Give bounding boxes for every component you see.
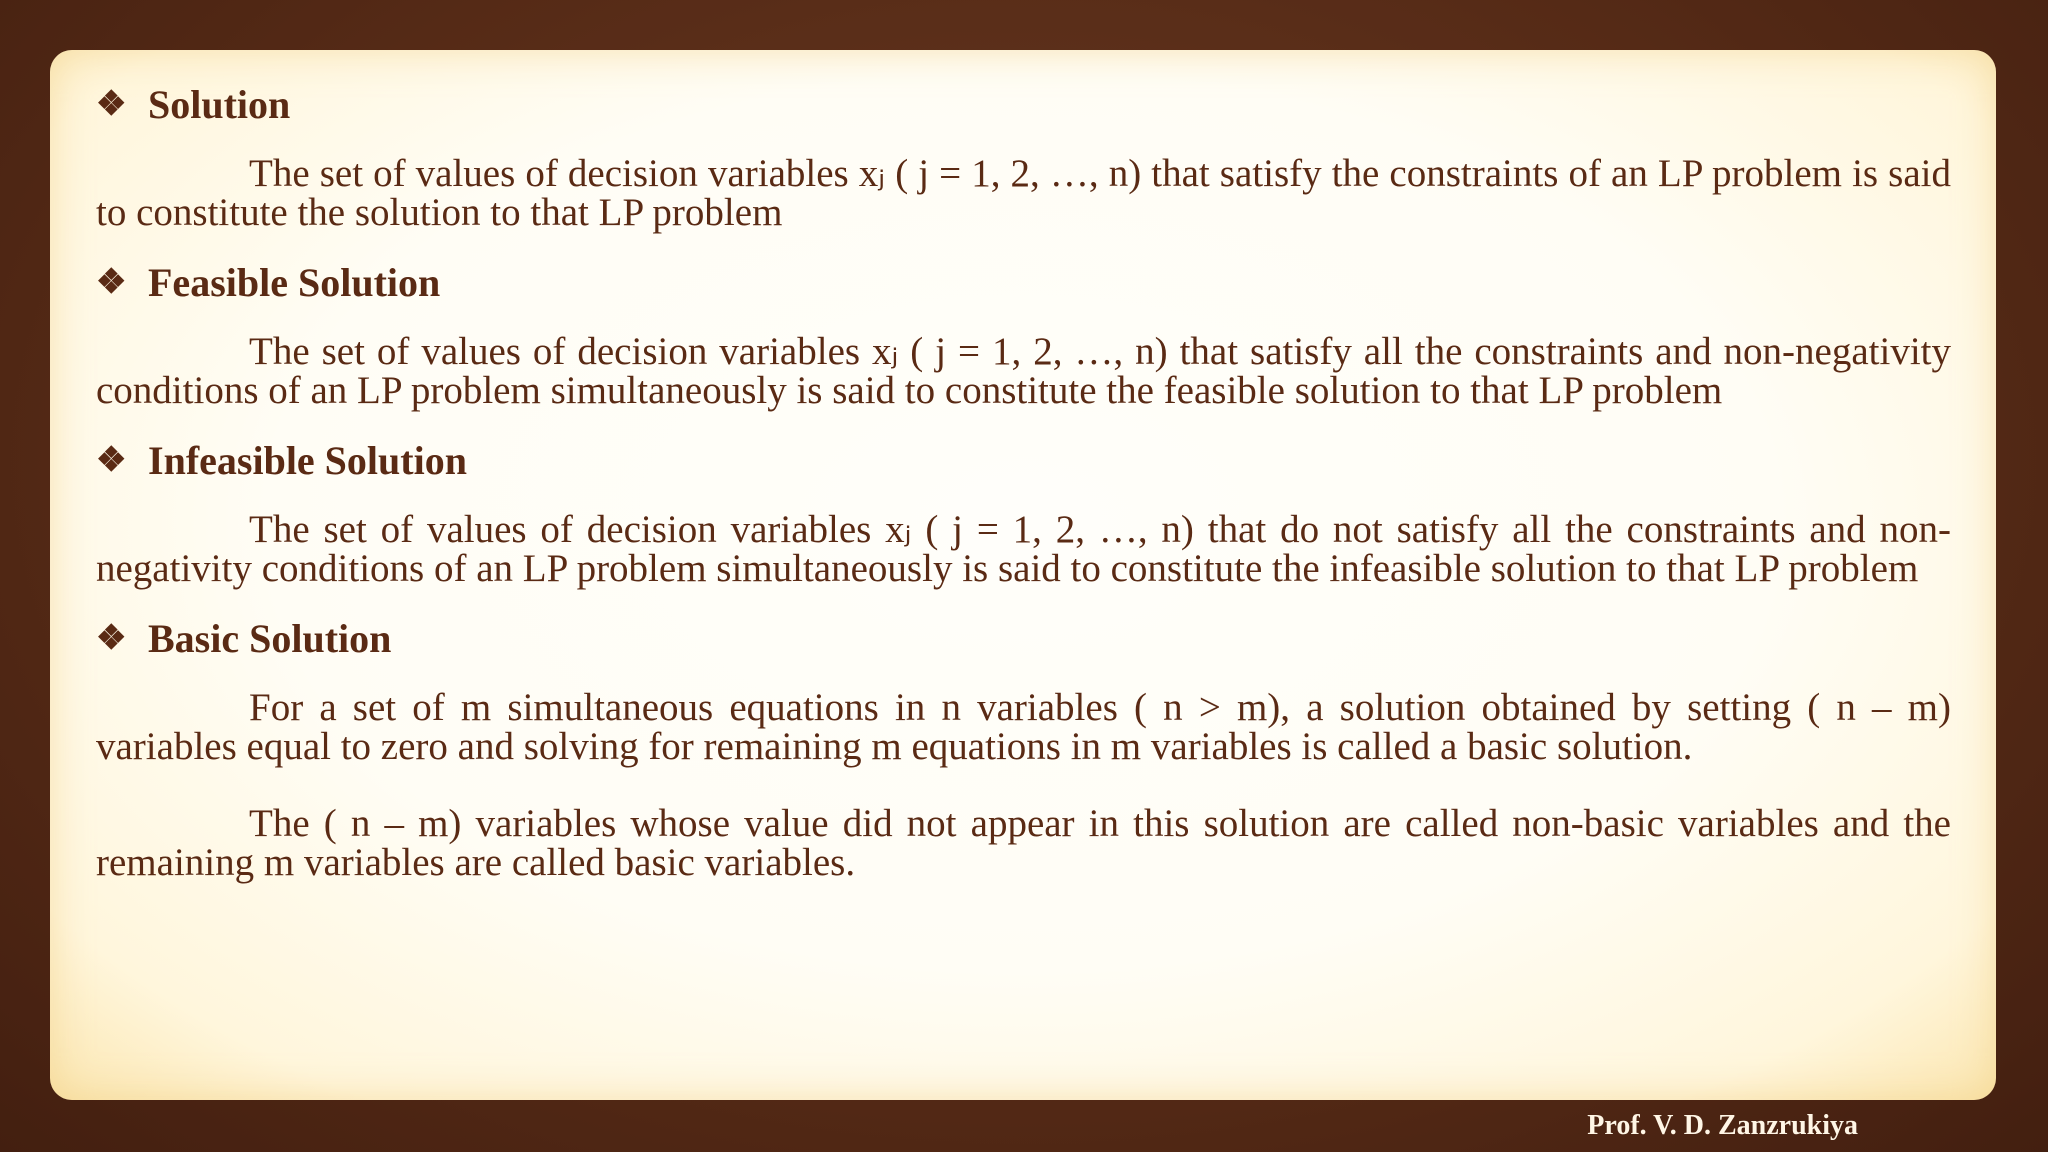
section-basic-solution — [96, 614, 1951, 882]
section-heading — [96, 258, 1951, 308]
heading-text: Infeasible Solution — [148, 438, 467, 483]
content-card — [50, 50, 1996, 1100]
diamond-bullet-icon: ❖ — [96, 86, 127, 123]
diamond-bullet-icon: ❖ — [96, 620, 127, 657]
section-paragraph-2: The ( n – m) variables whose value did not appear in this solution are called non-basic variables and the remaining m variables are called basic variables. — [96, 802, 1951, 884]
section-infeasible-solution — [96, 436, 1951, 588]
heading-text: Feasible Solution — [148, 260, 441, 305]
section-feasible-solution — [96, 258, 1951, 410]
heading-text: Basic Solution — [148, 616, 392, 661]
section-paragraph: The set of values of decision variables xⱼ ( j = 1, 2, …, n) that do not satisfy all the constraints and non-negativity conditions of an LP problem simultaneously is said to constitute the infeasible solution to that LP problem — [96, 508, 1951, 590]
section-solution — [96, 80, 1951, 232]
heading-text: Solution — [148, 82, 291, 127]
section-paragraph: The set of values of decision variables xⱼ ( j = 1, 2, …, n) that satisfy the constraints of an LP problem is said to constitute the solution to that LP problem — [96, 152, 1951, 234]
section-heading — [96, 80, 1951, 130]
diamond-bullet-icon: ❖ — [96, 264, 127, 301]
section-heading — [96, 436, 1951, 486]
author-footer: Prof. V. D. Zanzrukiya — [1587, 1110, 1858, 1141]
section-heading — [96, 614, 1951, 664]
section-paragraph: The set of values of decision variables xⱼ ( j = 1, 2, …, n) that satisfy all the constraints and non-negativity conditions of an LP problem simultaneously is said to constitute the feasible solution to that LP problem — [96, 330, 1951, 412]
section-paragraph: For a set of m simultaneous equations in n variables ( n > m), a solution obtained by setting ( n – m) variables equal to zero and solving for remaining m equations in m variables is called a basic solution. — [96, 686, 1951, 768]
diamond-bullet-icon: ❖ — [96, 442, 127, 479]
